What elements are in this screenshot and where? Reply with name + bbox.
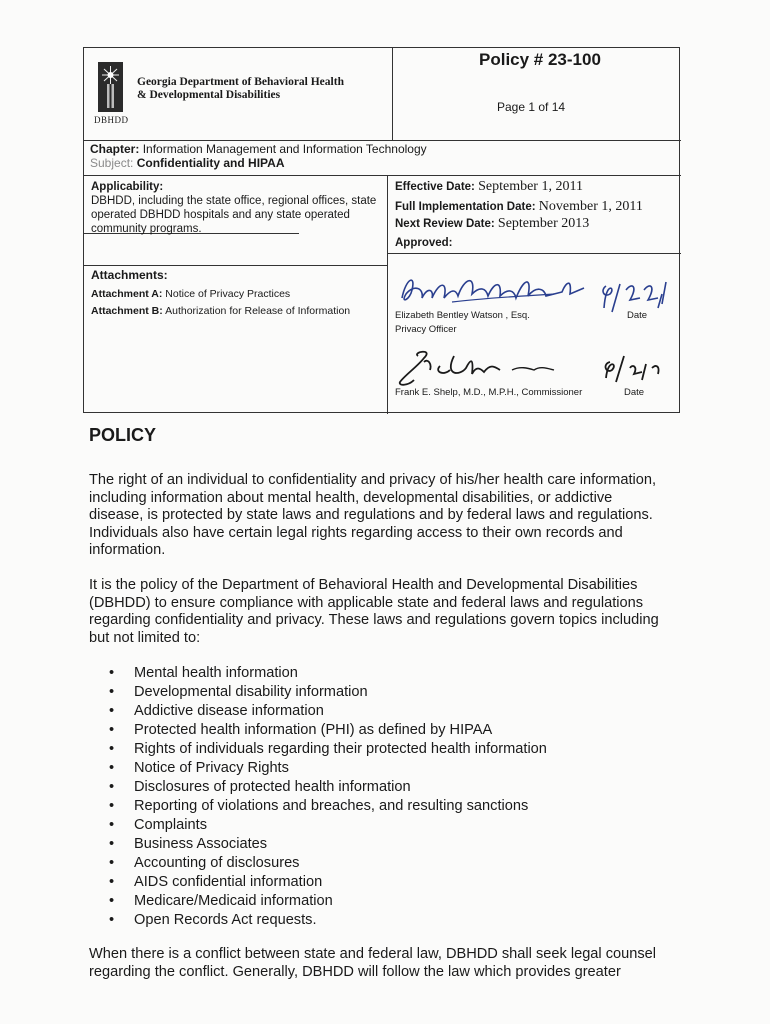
org-name-line1: Georgia Department of Behavioral Health <box>137 76 344 88</box>
review-date-row <box>395 216 589 232</box>
attachment-a <box>91 288 290 300</box>
paragraph3-line: regarding the conflict. Generally, DBHDD will follow the law which provides greater <box>89 963 621 980</box>
applicability-text: DBHDD, including the state office, regional offices, state operated DBHDD hospitals and any state operated community programs. <box>91 195 377 235</box>
attachment-b-value: Authorization for Release of Information <box>165 305 351 317</box>
subject-value: Confidentiality and HIPAA <box>136 156 285 170</box>
list-item: • Notice of Privacy Rights <box>107 759 547 778</box>
policy-header-box <box>83 47 680 413</box>
org-name <box>137 76 344 102</box>
attachments-label: Attachments: <box>91 268 168 282</box>
signer2-name: Frank E. Shelp, M.D., M.P.H., Commissioner <box>395 387 583 398</box>
paragraph1-line: disease, is protected by state laws and regulations and by federal laws and regulations. <box>89 507 653 523</box>
implementation-date-row <box>395 199 643 215</box>
effective-date-value: September 1, 2011 <box>478 179 583 194</box>
org-name-line2: & Developmental Disabilities <box>137 89 281 101</box>
list-item: • Accounting of disclosures <box>107 854 547 873</box>
subject-row <box>90 156 284 170</box>
paragraph1-line: The right of an individual to confidentiality and privacy of his/her health care information, <box>89 472 657 488</box>
page-info: Page 1 of 14 <box>497 100 566 114</box>
policy-paragraph-2 <box>89 577 689 647</box>
policy-heading: POLICY <box>89 425 157 445</box>
org-abbr: DBHDD <box>94 115 129 125</box>
paragraph2-line: (DBHDD) to ensure compliance with applicable state and federal laws and regulations <box>89 594 644 611</box>
paragraph2-line: but not limited to: <box>89 629 201 646</box>
signer2-date-label: Date <box>624 387 645 398</box>
list-item: • Business Associates <box>107 835 547 854</box>
list-item: • Open Records Act requests. <box>107 911 547 930</box>
chapter-label: Chapter: <box>90 142 140 156</box>
implementation-date-label: Full Implementation Date: <box>395 201 536 213</box>
signer1-date-label: Date <box>627 310 648 321</box>
paragraph3-line: When there is a conflict between state and federal law, DBHDD shall seek legal counsel <box>89 946 657 962</box>
subject-label: Subject: <box>90 156 134 170</box>
policy-paragraph-3 <box>89 946 689 981</box>
list-item: • Developmental disability information <box>107 683 547 702</box>
attachment-a-label: Attachment A: <box>91 288 163 300</box>
signer1-name: Elizabeth Bentley Watson , Esq. <box>395 310 530 321</box>
implementation-date-value: November 1, 2011 <box>538 199 643 214</box>
list-item: • Mental health information <box>107 664 547 683</box>
effective-date-row <box>395 179 583 195</box>
review-date-value: September 2013 <box>497 216 590 231</box>
list-item: • Disclosures of protected health information <box>107 778 547 797</box>
paragraph1-line: Individuals also have certain legal rights regarding access to their own records and <box>89 524 623 541</box>
paragraph1-line: information. <box>89 542 166 558</box>
review-date-label: Next Review Date: <box>395 218 495 230</box>
policy-number: Policy # 23-100 <box>479 50 601 69</box>
paragraph2-line: It is the policy of the Department of Behavioral Health and Developmental Disabilities <box>89 577 638 593</box>
dbhdd-logo <box>98 62 123 112</box>
list-item: • Addictive disease information <box>107 702 547 721</box>
signer1-title: Privacy Officer <box>395 324 457 335</box>
list-item: • Protected health information (PHI) as defined by HIPAA <box>107 721 547 740</box>
list-item: • AIDS confidential information <box>107 873 547 892</box>
applicability-label: Applicability: <box>91 181 164 193</box>
list-item: • Complaints <box>107 816 547 835</box>
approved-label: Approved: <box>395 237 453 249</box>
list-item: • Rights of individuals regarding their protected health information <box>107 740 547 759</box>
effective-date-label: Effective Date: <box>395 181 475 193</box>
chapter-value: Information Management and Information Technology <box>142 142 427 156</box>
list-item: • Medicare/Medicaid information <box>107 892 547 911</box>
attachment-b <box>91 305 350 317</box>
chapter-row <box>90 142 427 156</box>
signature-watson <box>394 268 679 316</box>
policy-paragraph-1 <box>89 472 689 560</box>
signature-shelp <box>394 346 679 390</box>
attachment-a-value: Notice of Privacy Practices <box>165 288 291 300</box>
topics-list <box>107 664 547 930</box>
attachment-b-label: Attachment B: <box>91 305 163 317</box>
paragraph2-line: regarding confidentiality and privacy. These laws and regulations govern topics including <box>89 612 659 628</box>
paragraph1-line: including information about mental health, developmental disabilities, or addictive <box>89 489 613 506</box>
applicability-section <box>91 180 381 236</box>
list-item: • Reporting of violations and breaches, and resulting sanctions <box>107 797 547 816</box>
